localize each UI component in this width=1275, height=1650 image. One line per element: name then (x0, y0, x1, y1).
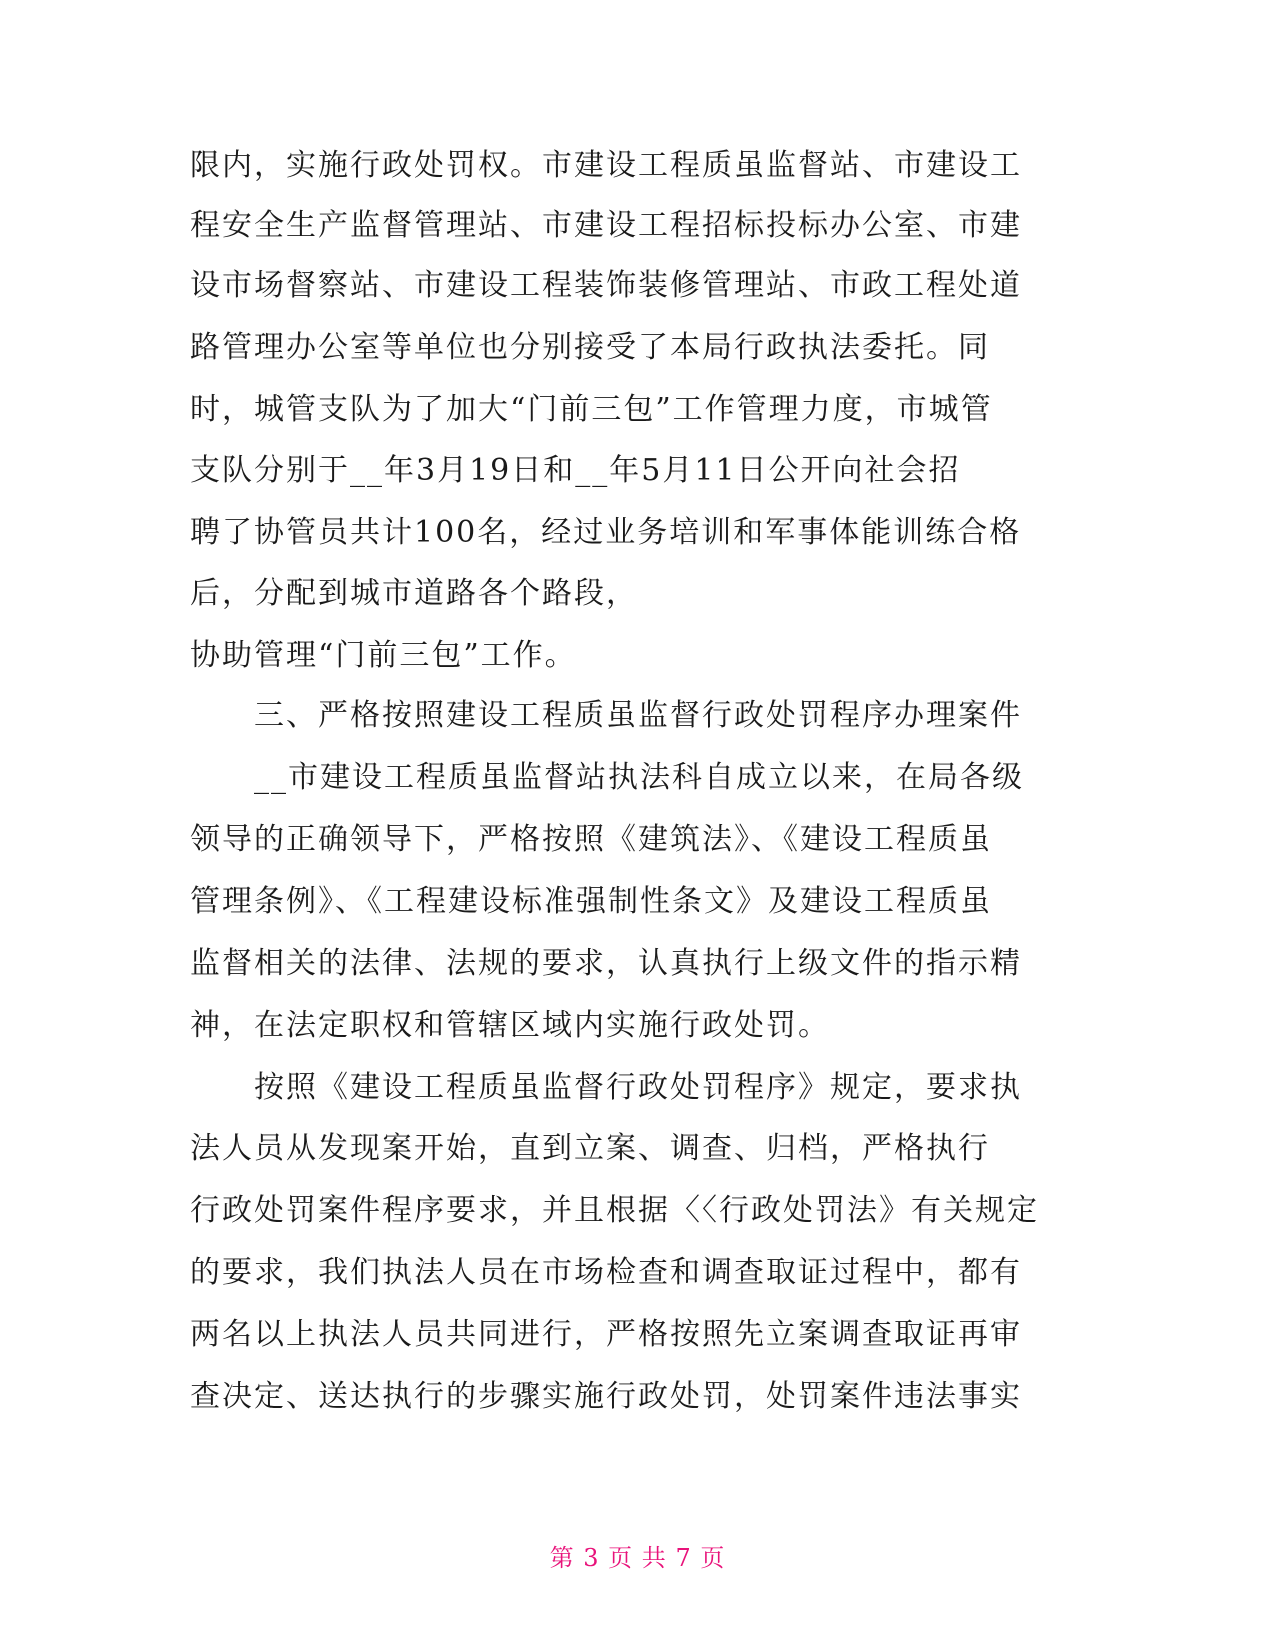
text-line: 设市场督察站、市建设工程装饰装修管理站、市政工程处道 (190, 268, 1022, 303)
text-line: 聘了协管员共计100名，经过业务培训和军事体能训练合格 (190, 515, 1022, 550)
text-line: 两名以上执法人员共同进行，严格按照先立案调查取证再审 (190, 1317, 1022, 1352)
text-line: 管理条例》、《工程建设标准强制性条文》及建设工程质虽 (190, 884, 992, 919)
text-line: 限内，实施行政处罚权。市建设工程质虽监督站、市建设工 (190, 148, 1022, 183)
page-number-footer: 第 3 页 共 7 页 (549, 1544, 726, 1572)
text-line: 的要求，我们执法人员在市场检查和调查取证过程中，都有 (190, 1255, 1022, 1290)
text-line: 按照《建设工程质虽监督行政处罚程序》规定，要求执 (190, 1070, 1022, 1105)
text-line: 时，城管支队为了加大“门前三包”工作管理力度，市城管 (190, 392, 993, 427)
section-heading: 三、严格按照建设工程质虽监督行政处罚程序办理案件 (190, 698, 1022, 733)
text-line: 领导的正确领导下，严格按照《建筑法》、《建设工程质虽 (190, 822, 992, 857)
text-line: 路管理办公室等单位也分别接受了本局行政执法委托。同 (190, 330, 990, 365)
text-line: 程安全生产监督管理站、市建设工程招标投标办公室、市建 (190, 208, 1022, 243)
text-line: 支队分别于__年3月19日和__年5月11日公开向社会招 (190, 453, 961, 488)
text-line: 行政处罚案件程序要求，并且根据〈〈行政处罚法》有关规定 (190, 1193, 1039, 1228)
text-line: __市建设工程质虽监督站执法科自成立以来，在局各级 (190, 760, 1024, 795)
text-line: 监督相关的法律、法规的要求，认真执行上级文件的指示精 (190, 946, 1022, 981)
text-line: 查决定、送达执行的步骤实施行政处罚，处罚案件违法事实 (190, 1379, 1022, 1414)
text-line: 法人员从发现案开始，直到立案、调查、归档，严格执行 (190, 1131, 990, 1166)
text-line: 协助管理“门前三包”工作。 (190, 638, 577, 673)
text-line: 后，分配到城市道路各个路段， (190, 576, 638, 611)
text-line: 神，在法定职权和管辖区域内实施行政处罚。 (190, 1008, 830, 1043)
